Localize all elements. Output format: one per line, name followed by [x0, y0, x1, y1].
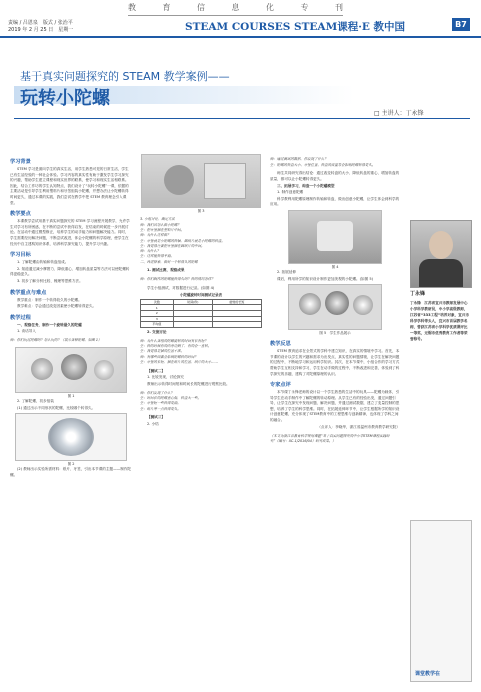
- section-heading: 专家点评: [270, 382, 291, 389]
- dialog: 师：你们玩过陀螺吗？怎么玩的？（展示各种陀螺，如图 1）: [10, 338, 102, 343]
- masthead-char: 信: [197, 3, 205, 12]
- table-header: 次数: [141, 299, 174, 305]
- list-item: 教学难点：学会通过改变因素使小陀螺转得更久。: [17, 304, 97, 309]
- paragraph: (1) 通过出示不同形状的陀螺，比较哪个转得久。: [17, 405, 96, 410]
- dialog: 师：为什么各组的陀螺旋转的时间有长有短？ 生：转的时候有的向旁边倒了，有的会一直转。 生：我觉得是插的位置不准。 师：有哪些因素会影响陀螺转的时间？ 生：牙签的长短，插在纸片的位置，纸片的大小……: [140, 338, 218, 364]
- author-name: 丁永锋: [410, 291, 426, 297]
- paragraph: 学生小组测试，对数据进行记录。(如图 4): [147, 286, 215, 291]
- header-rule: [14, 118, 470, 119]
- table-cell: 3: [141, 316, 174, 322]
- article-header: [14, 66, 470, 132]
- figure-4-caption: 图 4: [331, 264, 339, 269]
- masthead: [0, 0, 481, 40]
- table-cell: 平均值: [141, 322, 174, 328]
- masthead-char: 专: [300, 3, 309, 12]
- figure-1-tops-photo: [15, 347, 127, 393]
- paragraph: 课后，利用所学的知识设计制作更加美观的小陀螺。(如图 5): [277, 276, 374, 281]
- record-table: [140, 299, 262, 328]
- paragraph: STEM 教育追求在全景式的学科中建立知识，在真实的情境中学习。首先，本节课的设计以学生的兴趣和需求为出发点，真实性的问题情境，让学生在解决问题的过程中，不断地学习和运用科学知识。其次，在本节课中，小组合作的学习方式帮助学生互相支持和学习，学生在动手做的过程中，不断改进和完善，体验到了科学探究的乐趣，建构了对陀螺原理的认识。: [270, 349, 400, 376]
- paragraph: 科学教利用陀螺原理制作转轴和转盘，做出创意小陀螺，让学生体会到科学的应用。: [270, 196, 400, 207]
- masthead-char: 教: [128, 3, 136, 12]
- figure-4-photo: [288, 210, 382, 264]
- ad-box: [410, 520, 472, 682]
- section-heading: 教学过程: [10, 314, 31, 321]
- subheading: 2. 交流讨论: [147, 329, 167, 334]
- header-kicker: 基于真实问题探究的 STEAM 教学案例——: [20, 70, 230, 83]
- list-item: 2. 知道通过减小摩擦力、降低重心、增加转盘质量等方法可以使陀螺转得更稳更久。: [10, 266, 130, 277]
- subheading: 【测试三】: [147, 415, 165, 420]
- step-heading: 三、拓展学习，构造一个小陀螺模型: [277, 183, 335, 188]
- list-item: 教学重点：制作一个转得较久的小陀螺。: [17, 297, 82, 302]
- paragraph: 教师出示转得时间短和时间长的陀螺进行观察比较。: [147, 381, 230, 386]
- author-bio: 丁永锋 江苏省宜兴市教师发展中心小学科学教研员，中小学高级教师，江苏省“333工程”培养对象，宜兴市科学学科带头人，宜兴市首届教学名师，曾获江苏省小学科学优质课评比一等奖，无锡市优秀教育工作者等荣誉称号。: [410, 301, 469, 341]
- column-3: [270, 154, 400, 689]
- list-item: 1. 了解陀螺由转轴和转盘组成。: [17, 260, 69, 265]
- figure-2-cd-photo: [15, 413, 127, 461]
- paragraph: 本节课丁永锋老师的设计以一个学生熟悉的生活中的玩具——陀螺为载体，引导学生在动手制作中了解陀螺的转动原理。从学生已有的经验出发，通过问题引导，让学生在探究中发现问题、解决问题，并通过测试数据，建立了变量控制的思想，培养了学生的科学思维。同时，在拓展延伸环节中，让学生根据所学的知识设计创意陀螺，充分体现了STEM教育中的工程思维与创新精神，也体现了学科之间的融合。: [270, 390, 400, 423]
- article-title: 玩转小陀螺: [20, 88, 110, 109]
- step-sub: 2. 了解陀螺，初步组装: [17, 398, 54, 403]
- bio-sidebar: [406, 220, 474, 686]
- list-item: 3. 初步了解分析比较、梳理等思维方法。: [17, 278, 83, 283]
- masthead-char: 化: [266, 3, 274, 12]
- table-header: 时间(秒): [173, 299, 212, 305]
- figure-2-caption: 图 2: [67, 462, 75, 467]
- date-line: 2019 年 2 月 25 日 星期一: [8, 27, 74, 33]
- column-1: [10, 154, 132, 689]
- paragraph: 本课教学尝试用基于真实问题探究的 STEM 学习流程开展教学，允许学生对学习有所困惑，在不断的尝试中获得启发，在结束的时候进一步开展讨论。在活动中通过模型修正，培养学生的动手能力和问题解决能力。同时，学生需要经历解决问题，不断尝试改进，体会小陀螺的科学原理，使学生在经历中自主建构知识体系，培养科学探究能力，提升学习兴趣。: [10, 219, 130, 246]
- author-line: □ 主讲人：丁永锋: [374, 110, 424, 117]
- reviewer-sign: （点评人：李晓华，浙江省温州市教育教学研究院）: [317, 424, 400, 429]
- masthead-rule: [128, 15, 343, 16]
- page-number: B7: [452, 18, 470, 31]
- paragraph: (2) 教师出示实验所需材料：纸片、牙签，引出本节课的主题——制作陀螺。: [10, 467, 132, 477]
- step-heading: 一、观察任务，制作一个旋转最久的陀螺: [17, 322, 82, 327]
- step-sub: 2. 拓展延伸: [277, 269, 296, 274]
- step-sub: 1. 制作创意陀螺: [277, 190, 304, 195]
- table-cell: 2: [141, 310, 174, 316]
- author-photo: [410, 220, 472, 288]
- masthead-char: 息: [231, 3, 240, 12]
- column-2: [140, 154, 262, 689]
- table-title: 小陀螺旋转时间测试记录表: [180, 292, 222, 297]
- dialog: 师：你们制作的陀螺能转得久吗？转的情况怎样？: [140, 277, 215, 282]
- subheading: 【测试二】: [147, 368, 165, 373]
- table-row: [141, 322, 262, 328]
- section-title: STEAM COURSES STEAM课程·E 教中国: [185, 21, 406, 33]
- dialog: 师：你们发现了什么？ 生：时间长的陀螺重心低，转盘大一些。 生：牙签短一些转得更稳。 生：纸片厚一点转得更久。: [140, 390, 202, 411]
- table-cell: 1: [141, 305, 174, 311]
- figure-5-caption: 图 5 学生作品展示: [319, 331, 351, 336]
- masthead-column-title: [128, 2, 343, 14]
- step-sub: 1. 谈话导入: [17, 329, 36, 334]
- figure-5-photo: [288, 284, 382, 330]
- paragraph: 师生共同研究得出结论：通过改变转盘的大小、降低转盘的重心、增加转盘的质量，都可以让小陀螺转得更久。: [270, 171, 400, 181]
- editor-line: 责编 / 吕恩泉 版式 / 张治平: [8, 20, 73, 26]
- paragraph: STEM 学习是面向学生的真实生活，用学生熟悉可见的日常生活，学生已有生活经验的一种社会体验。学习内容的真实性有助于激发学生学习探究的兴趣，帮助学生建立课程和现实世界的联系，使学习和现实生活相联系。因此，结合工作坊的学生认知特点，我们设计了“玩转小陀螺”一课，依据的主要活动是引导学生利用塑料片和牙签组装小陀螺，并想办法让小陀螺转得时间更久，通过本课的实践，我们尝试在教学中把 STEM 教育理念引入课堂。: [10, 167, 129, 205]
- dialog: 师：通过测试的数据，你发现了什么？ 生：陀螺的转盘大小、牙签位置、转盘的质量等会影响陀螺转得更久。: [270, 157, 376, 167]
- subheading: 1. 测试比赛，观察成果: [147, 268, 185, 273]
- section-heading: 学习背景: [10, 159, 31, 165]
- table-header: 旋转的长短: [212, 299, 261, 305]
- section-heading: 教学重点与难点: [10, 289, 47, 296]
- figure-3-photo: [141, 154, 261, 208]
- masthead-char: 刊: [335, 3, 343, 12]
- paragraph: 2. 小结: [147, 421, 159, 426]
- section-heading: 学习目标: [10, 252, 31, 259]
- figure-1-caption: 图 1: [67, 393, 75, 398]
- figure-3-caption: 图 3: [197, 209, 205, 213]
- masthead-char: 育: [162, 3, 171, 12]
- note: （本文为浙江省教育科学规划课题“基于真实问题探究的中小学STEM课程实践研究”（编号：XC-1/2016/04）研究成果。）: [270, 433, 390, 443]
- ad-text: 课堂教学在: [415, 671, 441, 677]
- paragraph: 1. 比较发现，讨论探究: [147, 375, 184, 380]
- section-heading: 教学反思: [270, 341, 291, 348]
- section-heading: 教学要点: [10, 211, 31, 218]
- masthead-bottom-rule: [0, 36, 481, 38]
- dialog: 3. 小组讨论，确定方法 师：我们该怎么做小陀螺？ 生：把牙签插在塑料片中间。 师：为什么这样做？ 生：牙签就是小陀螺的转轴，圆纸片就是小陀螺的转盘。 生：我觉得还要把牙签插在圆纸片的中间。 师：为什么？ 生：这样能转得平稳。 二、改进探索，做好一个转得久的陀螺: [140, 217, 225, 264]
